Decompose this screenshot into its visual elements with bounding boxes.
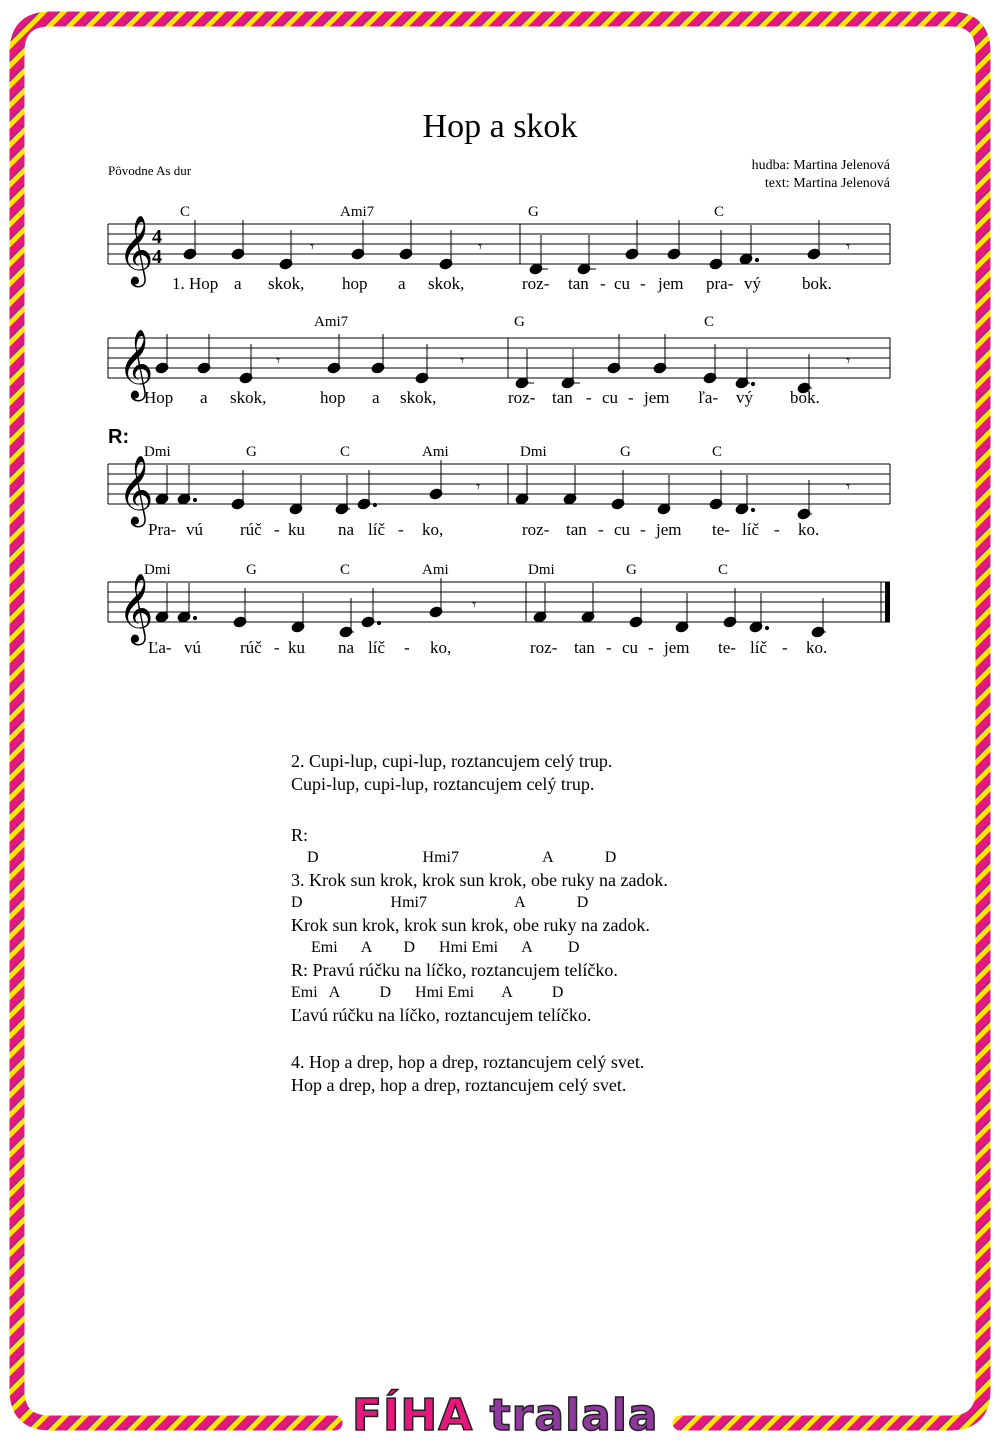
lyric-syllable: skok, [268,274,305,293]
lyric-syllable: roz- [530,638,558,657]
lyric-syllable: bok. [790,388,820,407]
lyric-syllable: jem [644,388,670,407]
chord-label: G [626,562,637,578]
refrain-reference: R: [291,825,309,845]
svg-text:𝄾: 𝄾 [460,351,465,370]
verse-line: Ľavú rúčku na líčko, roztancujem telíčko. [291,1005,592,1025]
verses-block [291,750,811,1097]
lyric-syllable: ko. [798,520,820,539]
svg-text:𝄾: 𝄾 [476,477,481,496]
staff-notation [100,558,900,698]
svg-text:4: 4 [152,246,162,268]
chord-label: Ami7 [314,314,349,330]
lyric-syllable: - [586,388,592,407]
chord-label: C [704,314,715,330]
chord-label: C [718,562,729,578]
chord-label: Dmi [144,562,171,578]
lyric-syllable: tan [566,520,587,539]
lyric-syllable: ko, [422,520,444,539]
lyric-syllable: - [404,638,410,657]
chord-label: Ami7 [340,204,375,220]
lyric-syllable: a [200,388,208,407]
verse-chords: D Hmi7 A D [291,894,589,911]
lyric-syllable: hop [342,274,368,293]
lyric-syllable: tan [568,274,589,293]
lyric-syllable: te- [712,520,730,539]
fiha-tralala-logo [352,1390,659,1441]
lyric-syllable: na [338,638,355,657]
lyric-syllable: 1. Hop [172,274,219,293]
verse-chords: Emi A D Hmi Emi A D [291,939,580,956]
lyric-syllable: - [598,520,604,539]
lyric-syllable: líč [368,638,385,657]
lyric-syllable: na [338,520,355,539]
lyric-syllable: roz- [522,520,550,539]
lyric-syllable: jem [664,638,690,657]
verse-chords: D Hmi7 A D [291,849,617,866]
lyric-syllable: roz- [508,388,536,407]
chord-label: C [340,444,351,460]
song-title: Hop a skok [422,108,578,145]
lyric-syllable: - [774,520,780,539]
lyric-syllable: vú [184,638,201,657]
lyric-syllable: skok, [400,388,437,407]
lyric-syllable: - [640,274,646,293]
lyric-syllable: Pra- [148,520,177,539]
lyric-syllable: Hop [144,388,174,407]
lyric-syllable: hop [320,388,346,407]
lyric-syllable: tan [552,388,573,407]
chord-label: G [620,444,631,460]
lyric-syllable: líč [742,520,759,539]
lyric-syllable: skok, [428,274,465,293]
staff-notation [100,314,900,454]
svg-text:𝄞: 𝄞 [118,329,154,399]
lyric-syllable: - [648,638,654,657]
chord-label: G [246,444,257,460]
music-credit: hudba: Martina Jelenová [751,158,890,173]
svg-text:𝄞: 𝄞 [118,455,154,525]
lyric-syllable: Ľa- [148,638,172,657]
lyric-syllable: - [628,388,634,407]
lyric-syllable: a [372,388,380,407]
verse-line: 4. Hop a drep, hop a drep, roztancujem celý svet. [291,1052,645,1072]
verse-line: 3. Krok sun krok, krok sun krok, obe ruky na zadok. [291,870,668,890]
chord-label: C [714,204,725,220]
lyric-syllable: tan [574,638,595,657]
refrain-mark: R: [108,426,130,448]
chord-label: C [340,562,351,578]
chord-label: Ami [422,444,449,460]
lyric-syllable: jem [658,274,684,293]
lyric-syllable: líč [750,638,767,657]
lyric-syllable: - [640,520,646,539]
svg-text:𝄾: 𝄾 [478,237,483,256]
lyric-syllable: ľa- [698,388,719,407]
verse-line: R: Pravú rúčku na líčko, roztancujem telíčko. [291,960,618,980]
lyric-syllable: roz- [522,274,550,293]
lyric-syllable: líč [368,520,385,539]
lyric-syllable: te- [718,638,736,657]
svg-text:𝄾: 𝄾 [846,351,851,370]
chord-label: G [514,314,525,330]
lyric-syllable: ku [288,520,305,539]
lyric-syllable: - [274,638,280,657]
lyric-syllable: bok. [802,274,832,293]
lyric-syllable: skok, [230,388,267,407]
chord-label: Dmi [528,562,555,578]
lyric-syllable: - [398,520,404,539]
svg-text:4: 4 [152,226,162,248]
lyric-syllable: pra- [706,274,734,293]
lyric-syllable: vý [744,274,761,293]
lyric-syllable: - [600,274,606,293]
svg-text:𝄾: 𝄾 [276,351,281,370]
lyric-syllable: a [234,274,242,293]
lyric-syllable: rúč [240,638,262,657]
logo-part-tralala: tralala [489,1390,659,1441]
lyric-syllable: cu [622,638,639,657]
chord-label: Dmi [520,444,547,460]
chord-label: Ami [422,562,449,578]
svg-text:𝄾: 𝄾 [846,237,851,256]
lyric-syllable: - [782,638,788,657]
lyric-syllable: vú [186,520,203,539]
lyric-syllable: cu [602,388,619,407]
chord-label: Dmi [144,444,171,460]
original-key: Pôvodne As dur [108,163,192,178]
lyric-syllable: - [606,638,612,657]
lyric-syllable: - [274,520,280,539]
logo-part-fiha: FÍHA [352,1390,474,1441]
verse-line: Krok sun krok, krok sun krok, obe ruky na zadok. [291,915,650,935]
svg-text:𝄾: 𝄾 [310,237,315,256]
lyric-syllable: cu [614,520,631,539]
lyric-syllable: ko. [806,638,828,657]
lyric-syllable: vý [736,388,753,407]
svg-text:𝄞: 𝄞 [118,573,154,643]
svg-text:𝄾: 𝄾 [846,477,851,496]
svg-text:𝄾: 𝄾 [472,595,477,614]
chord-label: G [528,204,539,220]
staff-system-2 [100,314,900,454]
chord-label: C [712,444,723,460]
verse-line: Cupi-lup, cupi-lup, roztancujem celý trup. [291,774,595,794]
verse-chords: Emi A D Hmi Emi A D [291,984,564,1001]
lyric-syllable: ku [288,638,305,657]
svg-text:𝄞: 𝄞 [118,215,154,285]
lyric-syllable: cu [614,274,631,293]
lyric-syllable: ko, [430,638,452,657]
lyric-syllable: jem [656,520,682,539]
text-credit: text: Martina Jelenová [764,176,890,191]
verse-line: 2. Cupi-lup, cupi-lup, roztancujem celý trup. [291,751,613,771]
verse-line: Hop a drep, hop a drep, roztancujem celý svet. [291,1075,627,1095]
lyric-syllable: a [398,274,406,293]
chord-label: G [246,562,257,578]
lyric-syllable: rúč [240,520,262,539]
chord-label: C [180,204,191,220]
staff-system-4 [100,558,900,698]
